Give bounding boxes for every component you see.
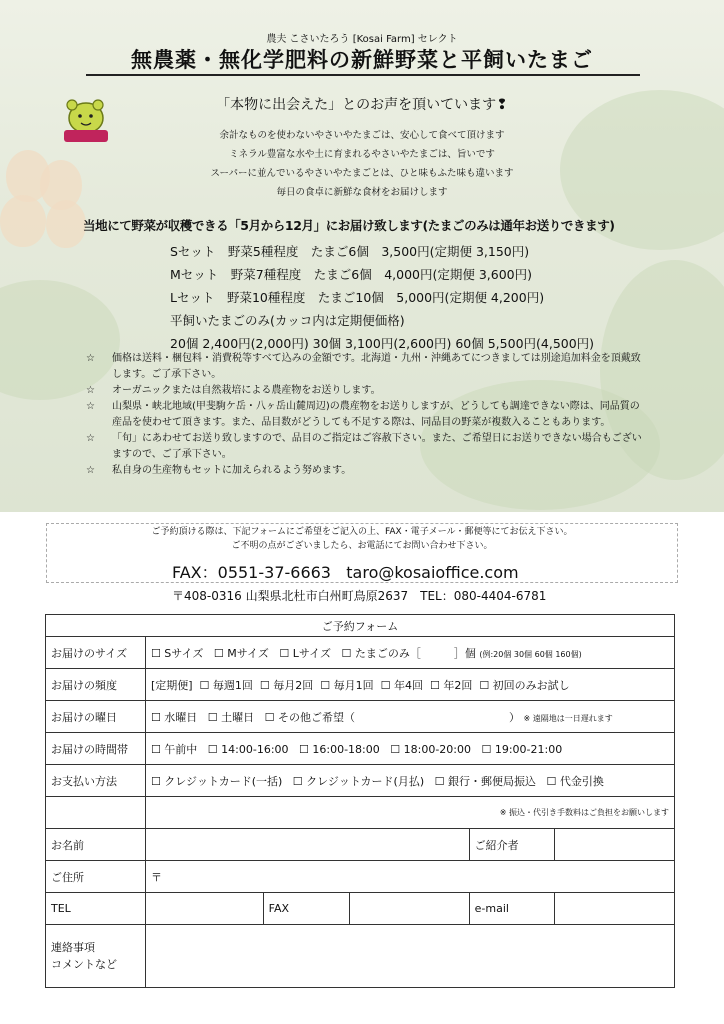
note-item: ☆ 「旬」にあわせてお送り致しますので、品目のご指定はご容赦下さい。また、ご希望日にお送りできない場合もございますので、ご了承下さい。	[86, 433, 642, 460]
time-options[interactable]: ☐ 午前中 ☐ 14:00-16:00 ☐ 16:00-18:00 ☐ 18:00-20:00 ☐ 19:00-21:00	[145, 733, 674, 765]
note-item: ☆ 私自身の生産物もセットに加えられるよう努めます。	[86, 465, 352, 476]
form-row-time: お届けの時間帯 ☐ 午前中 ☐ 14:00-16:00 ☐ 16:00-18:00 ☐ 18:00-20:00 ☐ 19:00-21:00	[46, 733, 675, 765]
contact-line	[172, 560, 519, 583]
size-options[interactable]: ☐ Sサイズ ☐ Mサイズ ☐ Lサイズ ☐ たまごのみ［ ］個 (例:20個 30個 60個 160個)	[145, 637, 674, 669]
email-field[interactable]	[555, 893, 675, 925]
order-form	[45, 614, 675, 988]
day-options[interactable]: ☐ 水曜日 ☐ 土曜日 ☐ その他ご希望（ ） ※ 遠隔地は一日遅れます	[145, 701, 674, 733]
frequency-options[interactable]: [定期便] ☐ 毎週1回 ☐ 毎月2回 ☐ 毎月1回 ☐ 年4回 ☐ 年2回 ☐ 初回のみお試し	[145, 669, 674, 701]
eggs-only-prices: 20個 2,400円(2,000円) 30個 3,100円(2,600円) 60個 5,500円(4,500円)	[170, 336, 595, 351]
form-row-name: お名前 ご紹介者	[46, 829, 675, 861]
note-item: ☆ 山梨県・峡北地域(甲斐駒ケ岳・八ヶ岳山麓周辺)の農産物をお送りしますが、どうしても調達できない際は、同品質の産品を使わせて頂きます。また、品目数がどうしても不足する際は、同品目の野菜が複数入ることもあります。	[86, 401, 640, 428]
form-row-fee-note: ※ 振込・代引き手数料はご負担をお願いします	[46, 797, 675, 829]
fax-field[interactable]	[349, 893, 469, 925]
form-row-day: お届けの曜日 ☐ 水曜日 ☐ 土曜日 ☐ その他ご希望（ ） ※ 遠隔地は一日遅れます	[46, 701, 675, 733]
form-row-frequency: お届けの頻度 [定期便] ☐ 毎週1回 ☐ 毎月2回 ☐ 毎月1回 ☐ 年4回 ☐ 年2回 ☐ 初回のみお試し	[46, 669, 675, 701]
form-row-size: お届けのサイズ ☐ Sサイズ ☐ Mサイズ ☐ Lサイズ ☐ たまごのみ［ ］個 (例:20個 30個 60個 160個)	[46, 637, 675, 669]
header-subtitle: 農夫 こさいたろう [Kosai Farm] セレクト	[266, 34, 458, 45]
set-m: Mセット 野菜7種程度 たまご6個 4,000円(定期便 3,600円)	[170, 267, 532, 282]
form-row-payment: お支払い方法 ☐ クレジットカード(一括) ☐ クレジットカード(月払) ☐ 銀行・郵便局振込 ☐ 代金引換	[46, 765, 675, 797]
form-row-address: ご住所 〒	[46, 861, 675, 893]
testimonial-quote: 「本物に出会えた」とのお声を頂いています❢	[216, 97, 508, 113]
payment-options[interactable]: ☐ クレジットカード(一括) ☐ クレジットカード(月払) ☐ 銀行・郵便局振込 ☐ 代金引換	[145, 765, 674, 797]
note-item: ☆ 価格は送料・梱包料・消費税等すべて込みの金額です。北海道・九州・沖縄あてにつきましては別途追加料金を頂戴致します。ご了承下さい。	[86, 353, 641, 380]
form-row-comments: 連絡事項 コメントなど	[46, 925, 675, 988]
delivery-headline: 当地にて野菜が収穫できる「5月から12月」にお届け致します(たまごのみは通年お送りできます)	[83, 218, 615, 233]
referrer-field[interactable]	[555, 829, 675, 861]
comments-field[interactable]	[145, 925, 674, 988]
note-item: ☆ オーガニックまたは自然栽培による農産物をお送りします。	[86, 385, 381, 396]
intro-text: 余計なものを使わないやさいやたまごは、安心して食べて頂けます ミネラル豊富な水や土に育まれるやさいやたまごは、旨いです スーパーに並んでいるやさいやたまごとは、ひと味もふた味も違います 毎日の食卓に新鮮な食材をお届けします	[210, 130, 514, 198]
name-field[interactable]	[145, 829, 469, 861]
price-list	[170, 240, 594, 355]
address-field[interactable]: 〒	[145, 861, 674, 893]
postal-address: 〒408-0316 山梨県北杜市白州町鳥原2637 TEL：080-4404-6781	[172, 589, 547, 603]
eggs-only-heading: 平飼いたまごのみ(カッコ内は定期便価格)	[170, 313, 405, 328]
set-s: Sセット 野菜5種程度 たまご6個 3,500円(定期便 3,150円)	[170, 244, 530, 259]
fax-number: FAX：0551-37-6663	[172, 563, 331, 582]
order-instructions: ご予約頂ける際は、下記フォームにご希望をご記入の上、FAX・電子メール・郵便等にてお伝え下さい。 ご不明の点がございましたら、お電話にてお問い合わせ下さい。	[151, 527, 573, 551]
notes-list	[86, 351, 646, 479]
set-l: Lセット 野菜10種程度 たまご10個 5,000円(定期便 4,200円)	[170, 290, 545, 305]
tel-field[interactable]	[145, 893, 263, 925]
title-underline	[86, 74, 640, 76]
form-caption: ご予約フォーム	[46, 615, 675, 637]
email-address[interactable]: taro@kosaioffice.com	[346, 563, 519, 582]
page-title: 無農薬・無化学肥料の新鮮野菜と平飼いたまご	[131, 48, 593, 72]
form-row-contact: TEL FAX e-mail	[46, 893, 675, 925]
